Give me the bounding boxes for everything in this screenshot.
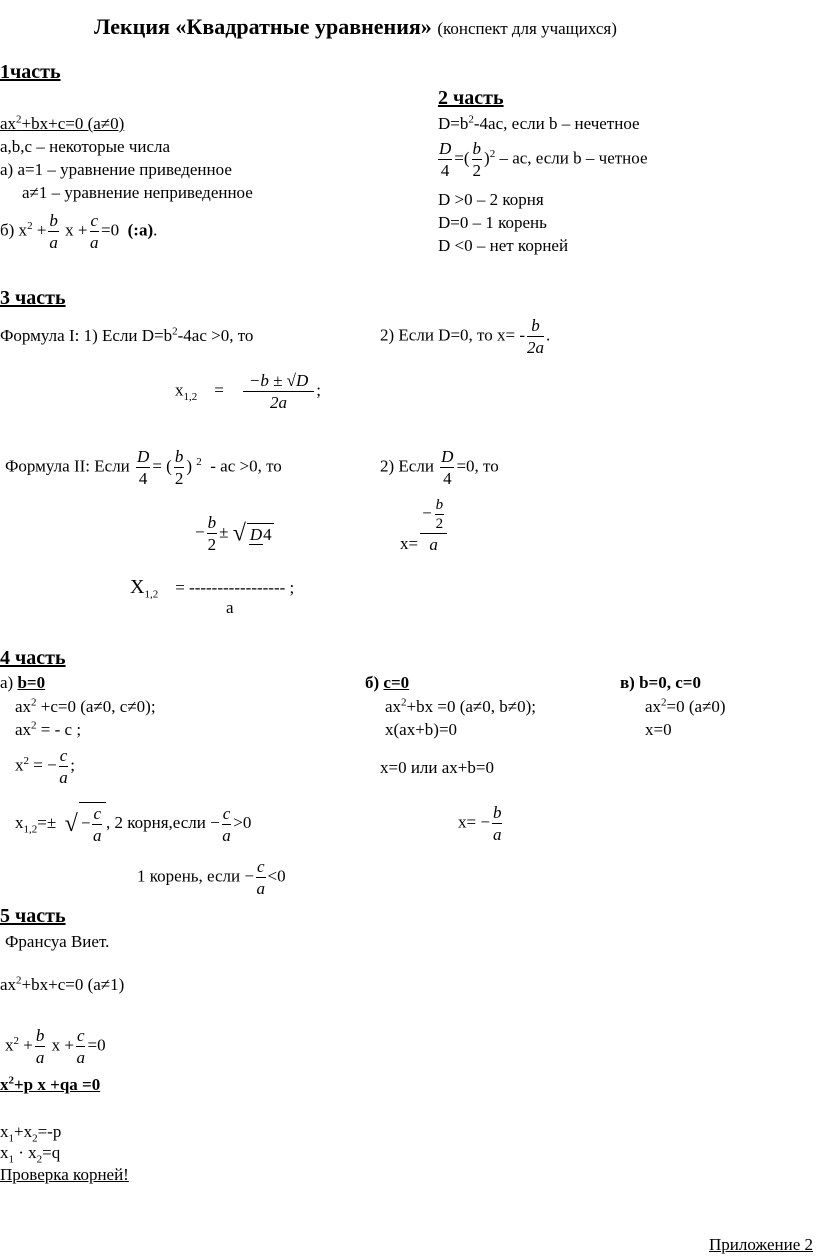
t: b: [174, 447, 184, 466]
title-main: Лекция «Квадратные уравнения»: [94, 14, 432, 39]
t: +bx+c=0 (a≠1): [21, 975, 125, 994]
t: 2: [27, 219, 33, 232]
t: =0 (a≠0): [666, 697, 726, 716]
t: - ac >0, то: [210, 456, 282, 476]
t: = (: [152, 456, 172, 476]
unreduced-note: a≠1 – уравнение неприведенное: [22, 183, 253, 202]
t: x +: [65, 220, 88, 240]
t: -4ac >0, то: [177, 326, 254, 345]
t: D: [441, 447, 454, 466]
t: ±: [219, 522, 229, 542]
t: D: [249, 524, 263, 544]
t: +: [19, 1035, 33, 1055]
t: .: [153, 220, 158, 240]
case-b-eq: [385, 697, 536, 717]
t: 2: [23, 754, 29, 767]
t: b: [35, 1026, 45, 1045]
t: <0: [267, 866, 286, 886]
general-equation: [0, 114, 124, 134]
formula1-condition: [0, 326, 253, 346]
t: -4ac, если b – нечетное: [473, 114, 640, 133]
fraction: [222, 803, 232, 846]
t: 2) Если: [380, 456, 434, 476]
t: c: [90, 211, 99, 230]
t: 4: [138, 469, 148, 488]
case-a-one-root: [137, 856, 286, 899]
t: 2: [16, 974, 22, 987]
t: a: [49, 233, 58, 252]
part4-heading: 4 часть: [0, 647, 66, 669]
formula2-single-root: [400, 496, 449, 555]
coefficients-note: a,b,c – некоторые числа: [0, 137, 171, 156]
case-a-roots: [15, 802, 251, 846]
t: =q: [42, 1143, 61, 1162]
t: = ----------------- ;: [175, 578, 295, 597]
t: Формула II: Если: [5, 456, 130, 476]
fraction: [247, 523, 274, 545]
t: x= −: [458, 812, 490, 832]
reduced-note: а) a=1 – уравнение приведенное: [0, 160, 232, 179]
t: b: [207, 513, 217, 532]
t: 2: [174, 469, 184, 488]
discriminant-even: [436, 138, 648, 181]
vieta-pq-form: [0, 1075, 100, 1095]
case-c-root: x=0: [645, 720, 672, 739]
t: a: [492, 825, 502, 844]
t: 2: [8, 1074, 14, 1087]
fraction: [76, 1025, 86, 1068]
t: 2: [401, 696, 407, 709]
t: a: [92, 826, 102, 845]
t: c: [76, 1026, 85, 1045]
t: =±: [37, 812, 57, 832]
fraction: [59, 745, 69, 788]
t: .: [546, 325, 551, 345]
t: 2: [207, 535, 217, 554]
part3-heading: 3 часть: [0, 287, 66, 309]
fraction: [438, 138, 452, 181]
t: 2: [435, 516, 444, 532]
case-b-root: [458, 802, 504, 845]
t: ax: [0, 975, 17, 994]
vieta-reduced: [5, 1025, 106, 1068]
t: 2: [16, 113, 22, 126]
fraction: [492, 802, 503, 845]
t: a: [76, 1048, 85, 1067]
t: a: [256, 879, 265, 898]
formula1-roots: [175, 370, 321, 413]
t: b: [435, 497, 444, 513]
t: a: [59, 768, 68, 787]
t: 2: [489, 147, 496, 160]
fraction: [243, 370, 314, 413]
t: x: [15, 755, 24, 775]
t: x: [5, 1035, 14, 1055]
document-title: [94, 14, 617, 42]
roots-one: D=0 – 1 корень: [438, 213, 547, 232]
t: ax: [645, 697, 662, 716]
fraction: [35, 1025, 46, 1068]
t: +x: [14, 1122, 33, 1141]
t: D: [439, 139, 452, 158]
part2-heading: 2 часть: [438, 87, 504, 109]
case-c-title: в) b=0, c=0: [620, 673, 701, 692]
t: =: [214, 380, 224, 400]
t: +bx+c=0 (a≠0): [21, 114, 125, 133]
reduced-form: [0, 210, 157, 253]
t: +: [32, 220, 47, 240]
t: ;: [70, 755, 75, 775]
t: b: [49, 211, 58, 230]
formula1-zero: [380, 315, 550, 358]
t: 2a: [527, 338, 544, 357]
t: 2a: [270, 393, 288, 412]
t: c=0: [383, 673, 410, 692]
t: 2: [196, 455, 202, 468]
t: −: [421, 503, 433, 523]
formula2-denominator: a: [226, 598, 234, 617]
fraction: [472, 138, 483, 181]
t: 2: [172, 325, 178, 338]
t: +bx =0 (a≠0, b≠0);: [406, 697, 536, 716]
fraction: [92, 803, 102, 846]
t: 1,2: [23, 823, 38, 836]
t: x=: [400, 534, 419, 554]
fraction: [440, 446, 454, 489]
t: 2: [13, 1034, 19, 1047]
case-b-title: [365, 673, 409, 693]
t: [79, 802, 106, 846]
formula2-numerator: [195, 512, 276, 555]
t: −: [80, 813, 91, 833]
t: +c=0 (a≠0, c≠0);: [36, 697, 156, 716]
t: x: [175, 380, 184, 400]
t: 1,2: [183, 390, 198, 403]
t: 1 корень, если −: [137, 866, 254, 886]
t: b: [472, 139, 482, 158]
case-a-x2: [15, 745, 75, 788]
t: =0: [101, 220, 120, 240]
formula2-roots: [130, 576, 295, 601]
t: 4: [263, 524, 272, 544]
appendix-label: Приложение 2: [709, 1235, 813, 1254]
sqrt-icon: √: [232, 520, 246, 547]
t: 2) Если D=0, то x= -: [380, 325, 525, 345]
t: a: [222, 825, 231, 845]
t: x: [0, 1122, 9, 1141]
t: 1: [8, 1153, 14, 1166]
t: x: [0, 1143, 9, 1162]
t: б) x: [0, 220, 28, 240]
t: D=b: [438, 114, 469, 133]
case-b-split: x=0 или ax+b=0: [380, 758, 494, 777]
t: = - c ;: [36, 720, 82, 739]
t: c: [256, 857, 265, 876]
t: b: [492, 803, 502, 822]
t: a: [35, 1048, 45, 1067]
t: Формула I: 1) Если D=b: [0, 326, 173, 345]
t: =(: [454, 148, 470, 168]
t: ): [484, 148, 490, 168]
t: б): [365, 673, 380, 692]
t: =0: [87, 1035, 106, 1055]
discriminant-odd: [438, 114, 640, 134]
vieta-equation: [0, 975, 124, 995]
fraction: [527, 315, 544, 358]
formula2-zero: [380, 446, 499, 489]
t: , 2 корня,если −: [105, 812, 220, 832]
vieta-product: [0, 1143, 61, 1166]
roots-none: D <0 – нет корней: [438, 236, 569, 255]
t: а): [0, 673, 14, 692]
fraction: [256, 856, 266, 899]
t: >0: [233, 812, 252, 832]
case-c-eq: [645, 697, 726, 717]
t: +p x +qa =0: [14, 1075, 101, 1094]
t: 4: [440, 161, 450, 180]
t: 2: [36, 1153, 43, 1166]
t: x: [15, 812, 24, 832]
t: =0, то: [456, 456, 499, 476]
fraction: [48, 210, 59, 253]
t: c: [222, 803, 231, 823]
t: (:a): [127, 220, 154, 240]
case-b-factored: x(ax+b)=0: [385, 720, 458, 739]
t: 4: [443, 469, 452, 488]
t: 2: [468, 113, 474, 126]
case-a-step: [15, 720, 81, 740]
part1-heading: 1часть: [0, 61, 61, 83]
case-a-title: [0, 673, 45, 693]
case-a-eq: [15, 697, 156, 717]
t: 2: [472, 161, 482, 180]
t: = −: [29, 755, 57, 775]
t: =-p: [37, 1122, 62, 1141]
t: 2: [31, 696, 37, 709]
t: [420, 496, 447, 534]
t: b: [527, 315, 544, 337]
sqrt-icon: √: [64, 811, 78, 837]
fraction: [136, 446, 150, 489]
t: ax: [15, 697, 32, 716]
title-sub: (конспект для учащихся): [437, 19, 617, 38]
fraction: [420, 496, 447, 555]
t: ax: [385, 697, 402, 716]
t: 1,2: [144, 588, 159, 601]
t: 2: [32, 1132, 38, 1145]
t: c: [59, 746, 68, 765]
t: c: [93, 804, 101, 823]
fraction: [174, 446, 185, 489]
fraction: [207, 512, 218, 555]
fraction: [90, 210, 100, 253]
t: ax: [0, 114, 17, 133]
vieta-sum: [0, 1122, 62, 1145]
vieta-name: Франсуа Виет.: [5, 932, 110, 951]
t: ;: [316, 380, 321, 400]
t: 2: [31, 719, 37, 732]
t: a: [90, 233, 99, 252]
t: x: [0, 1075, 9, 1094]
t: ax: [15, 720, 32, 739]
t: b=0: [17, 673, 46, 692]
roots-two: D >0 – 2 корня: [438, 190, 544, 209]
t: x +: [51, 1035, 74, 1055]
t: X: [130, 576, 145, 598]
check-roots: Проверка корней!: [0, 1165, 129, 1184]
t: – ac, если b – четное: [495, 148, 648, 168]
t: D: [137, 447, 150, 466]
formula2-condition: [5, 446, 282, 489]
t: 2: [661, 696, 667, 709]
t: −: [195, 522, 205, 542]
t: · x: [14, 1143, 37, 1162]
t: −b ± √D: [243, 370, 314, 392]
t: a: [429, 535, 438, 554]
t: ): [186, 456, 192, 476]
part5-heading: 5 часть: [0, 905, 66, 927]
t: 1: [8, 1132, 14, 1145]
